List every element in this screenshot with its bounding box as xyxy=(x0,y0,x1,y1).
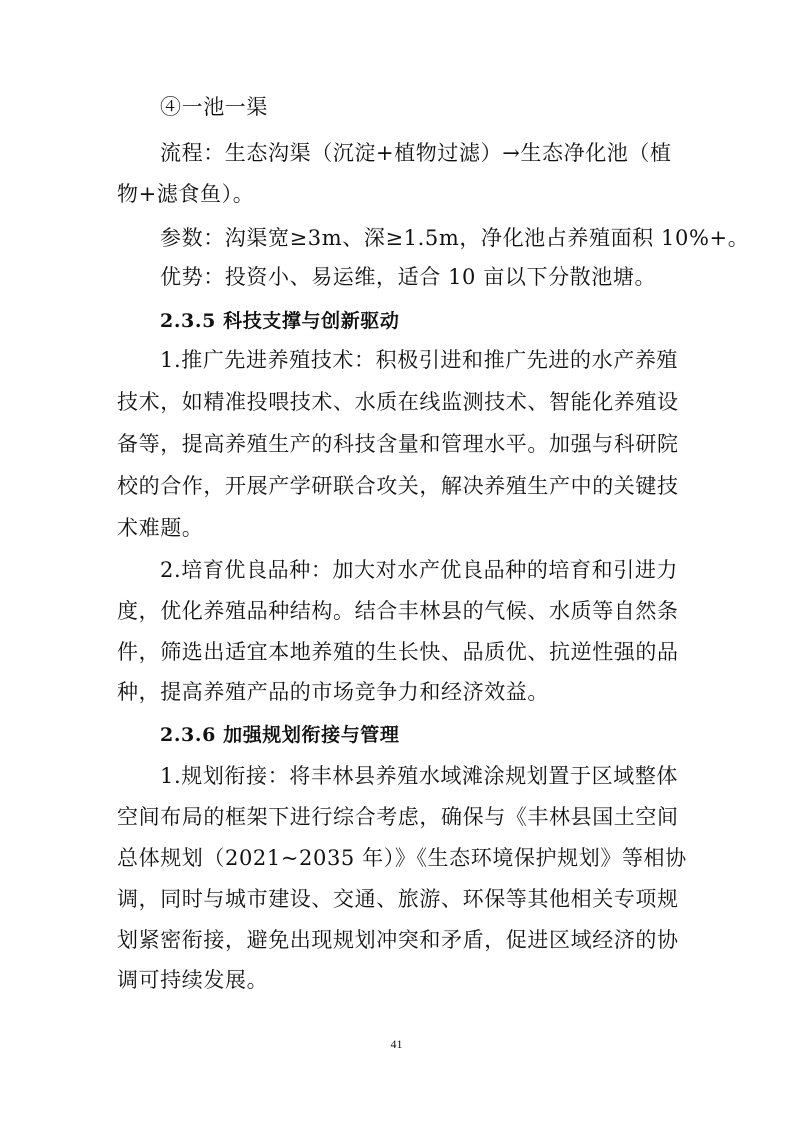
advantage-text: 优势：投资小、易运维，适合 10 亩以下分散池塘。 xyxy=(160,265,657,289)
paragraph-line: 种，提高养殖产品的市场竞争力和经济效益。 xyxy=(117,680,549,704)
paragraph-line: 总体规划（2021~2035 年）》《生态环境保护规划》等相协 xyxy=(117,846,687,870)
paragraph-line: 度，优化养殖品种结构。结合丰林县的气候、水质等自然条 xyxy=(117,599,679,623)
section-heading-2-3-5: 2.3.5 科技支撑与创新驱动 xyxy=(160,310,400,332)
paragraph-line: 校的合作，开展产学研联合攻关，解决养殖生产中的关键技 xyxy=(117,474,679,498)
paragraph-line: 调，同时与城市建设、交通、旅游、环保等其他相关专项规 xyxy=(117,887,679,911)
pool-subtitle: ④一池一渠 xyxy=(160,95,268,119)
flow-text-line-1: 流程：生态沟渠（沉淀+植物过滤）→生态净化池（植 xyxy=(160,141,672,165)
section-heading-2-3-6: 2.3.6 加强规划衔接与管理 xyxy=(160,724,400,746)
flow-text-line-2: 物+滤食鱼）。 xyxy=(117,182,255,206)
paragraph-line: 技术，如精准投喂技术、水质在线监测技术、智能化养殖设 xyxy=(117,390,679,414)
paragraph-line: 1.规划衔接：将丰林县养殖水域滩涂规划置于区域整体 xyxy=(160,764,679,788)
paragraph-line: 空间布局的框架下进行综合考虑，确保与《丰林县国土空间 xyxy=(117,805,679,829)
paragraph-line: 1.推广先进养殖技术：积极引进和推广先进的水产养殖 xyxy=(160,348,679,372)
paragraph-line: 术难题。 xyxy=(117,516,204,540)
params-text: 参数：沟渠宽≥3m、深≥1.5m，净化池占养殖面积 10%+。 xyxy=(160,226,750,250)
paragraph-line: 划紧密衔接，避免出现规划冲突和矛盾，促进区域经济的协 xyxy=(117,928,679,952)
paragraph-line: 调可持续发展。 xyxy=(117,968,269,992)
page-number: 41 xyxy=(390,1037,403,1051)
paragraph-line: 备等，提高养殖生产的科技含量和管理水平。加强与科研院 xyxy=(117,432,679,456)
paragraph-line: 2.培育优良品种：加大对水产优良品种的培育和引进力 xyxy=(160,558,679,582)
paragraph-line: 件，筛选出适宜本地养殖的生长快、品质优、抗逆性强的品 xyxy=(117,640,679,664)
